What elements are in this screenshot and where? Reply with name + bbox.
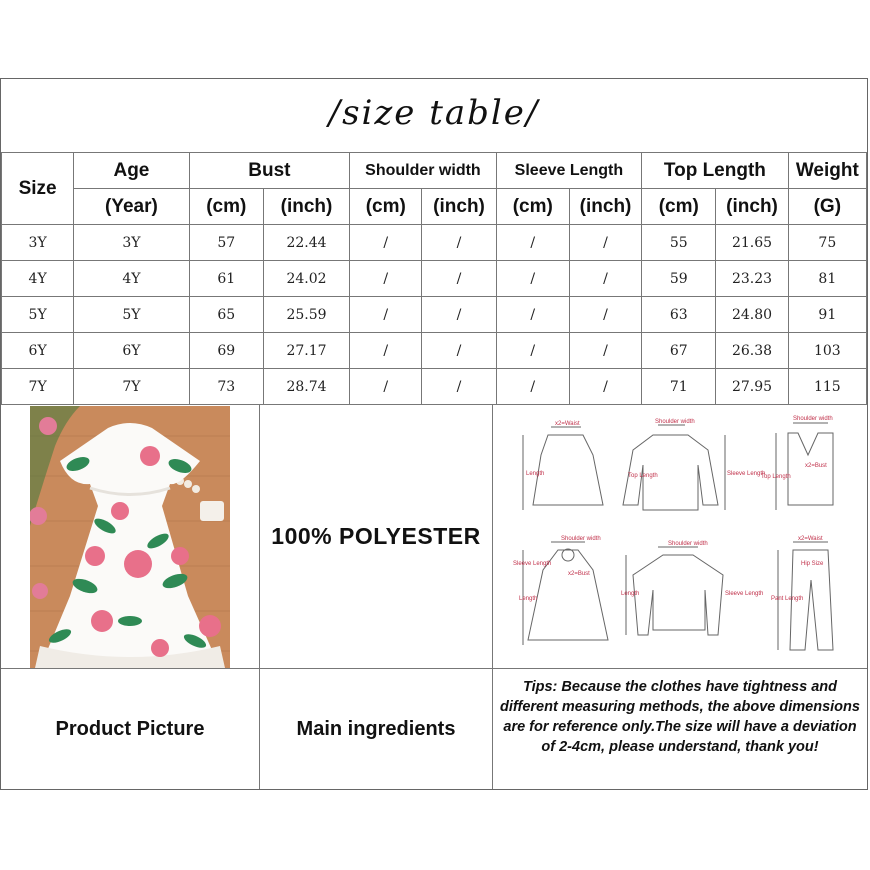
dress-shoulder-label: Shoulder width — [561, 536, 601, 542]
cell-sl-cm: / — [496, 333, 569, 369]
title-row — [1, 79, 867, 153]
cell-bust-cm: 73 — [189, 369, 263, 405]
header-row-1 — [2, 153, 867, 189]
cell-tl-in: 23.23 — [716, 261, 788, 297]
cell-bust-cm: 69 — [189, 333, 263, 369]
cell-bust-in: 25.59 — [263, 297, 349, 333]
product-picture-label: Product Picture — [55, 717, 205, 740]
table-row — [2, 369, 867, 405]
cell-sl-in: / — [569, 225, 641, 261]
weight-header: Weight — [788, 153, 866, 189]
main-ingredients-label: Main ingredients — [296, 717, 456, 740]
cell-weight: 81 — [788, 261, 866, 297]
jacket-shoulder-label: Shoulder width — [655, 419, 695, 425]
top-length-label: Length — [621, 591, 640, 597]
measurement-diagram-cell — [493, 405, 867, 669]
table-row — [2, 333, 867, 369]
cell-bust-in: 24.02 — [263, 261, 349, 297]
bust-header: Bust — [189, 153, 350, 189]
camisole-sketch — [788, 433, 833, 505]
cell-sl-cm: / — [496, 297, 569, 333]
cell-sh-cm: / — [350, 333, 422, 369]
dress-bust-label: x2=Bust — [568, 571, 590, 577]
pants-length-label: Pant Length — [771, 596, 804, 602]
shoulder-cm-unit: (cm) — [350, 189, 422, 225]
header-row-2 — [2, 189, 867, 225]
cell-bust-in: 27.17 — [263, 333, 349, 369]
cell-age: 3Y — [74, 225, 189, 261]
cell-sh-cm: / — [350, 369, 422, 405]
cell-tl-cm: 63 — [642, 297, 716, 333]
cell-tl-in: 21.65 — [716, 225, 788, 261]
top-sleeve-label: Sleeve Length — [725, 591, 764, 597]
cell-age: 5Y — [74, 297, 189, 333]
cell-sh-cm: / — [350, 225, 422, 261]
skirt-sketch — [533, 435, 603, 505]
cell-size: 6Y — [2, 333, 74, 369]
cell-sl-cm: / — [496, 225, 569, 261]
long-sleeve-top-sketch — [633, 555, 723, 635]
bust-inch-unit: (inch) — [263, 189, 349, 225]
cell-sl-in: / — [569, 261, 641, 297]
skirt-length-label: Length — [526, 471, 545, 477]
cell-sh-in: / — [422, 369, 496, 405]
waist-label: x2=Waist — [555, 421, 580, 427]
dress-sleeve-label: Sleeve Length — [513, 561, 552, 567]
product-picture-label-cell — [1, 669, 260, 789]
tips-text: Tips: Because the clothes have tightness and different measuring methods, the above dimensions are for reference only.The size will have a deviation of 2-4cm, please understand, thank you! — [500, 679, 860, 755]
cell-sh-in: / — [422, 297, 496, 333]
cell-tl-in: 24.80 — [716, 297, 788, 333]
sleeve-length-header: Sleeve Length — [496, 153, 641, 189]
jacket-top-length-label: Top Length — [628, 473, 658, 479]
shoulder-inch-unit: (inch) — [422, 189, 496, 225]
cell-tl-cm: 67 — [642, 333, 716, 369]
tips-cell — [493, 669, 867, 789]
table-row — [2, 225, 867, 261]
top-shoulder-label: Shoulder width — [668, 541, 708, 547]
camisole-top-length-label: Top Length — [761, 474, 791, 480]
cell-size: 7Y — [2, 369, 74, 405]
cell-sh-cm: / — [350, 261, 422, 297]
age-unit: (Year) — [74, 189, 189, 225]
cell-sl-cm: / — [496, 369, 569, 405]
cell-weight: 115 — [788, 369, 866, 405]
sleeve-inch-unit: (inch) — [569, 189, 641, 225]
dress-length-label: Length — [519, 596, 538, 602]
measurement-diagram — [493, 405, 867, 667]
age-header: Age — [74, 153, 189, 189]
cell-tl-in: 27.95 — [716, 369, 788, 405]
cell-age: 6Y — [74, 333, 189, 369]
cell-tl-cm: 55 — [642, 225, 716, 261]
top-length-cm-unit: (cm) — [642, 189, 716, 225]
camisole-shoulder-label: Shoulder width — [793, 416, 833, 422]
cell-bust-in: 22.44 — [263, 225, 349, 261]
cell-age: 4Y — [74, 261, 189, 297]
table-row — [2, 261, 867, 297]
cell-sl-in: / — [569, 333, 641, 369]
pants-waist-label: x2=Waist — [798, 536, 823, 542]
size-header: Size — [2, 153, 74, 225]
size-table-title: /size table/ — [328, 93, 540, 133]
cell-bust-cm: 57 — [189, 225, 263, 261]
cell-weight: 103 — [788, 333, 866, 369]
cell-weight: 91 — [788, 297, 866, 333]
material-cell — [260, 405, 493, 669]
cell-weight: 75 — [788, 225, 866, 261]
bottom-section — [1, 405, 867, 789]
weight-unit: (G) — [788, 189, 866, 225]
size-table — [1, 152, 867, 405]
cell-size: 3Y — [2, 225, 74, 261]
jacket-sleeve-label: Sleeve Length — [727, 471, 766, 477]
cell-size: 4Y — [2, 261, 74, 297]
cell-bust-cm: 61 — [189, 261, 263, 297]
cell-sh-in: / — [422, 261, 496, 297]
cell-sh-in: / — [422, 225, 496, 261]
cell-age: 7Y — [74, 369, 189, 405]
cell-size: 5Y — [2, 297, 74, 333]
cell-sl-cm: / — [496, 261, 569, 297]
product-photo-dress — [30, 406, 230, 668]
camisole-bust-label: x2=Bust — [805, 463, 827, 469]
cell-bust-in: 28.74 — [263, 369, 349, 405]
cell-sh-cm: / — [350, 297, 422, 333]
main-ingredients-label-cell — [260, 669, 493, 789]
size-chart — [0, 78, 868, 790]
shoulder-width-header: Shoulder width — [350, 153, 497, 189]
pants-hip-label: Hip Size — [801, 561, 824, 567]
cell-sh-in: / — [422, 333, 496, 369]
cell-tl-cm: 71 — [642, 369, 716, 405]
material-text: 100% POLYESTER — [271, 523, 481, 549]
cell-tl-cm: 59 — [642, 261, 716, 297]
sleeve-cm-unit: (cm) — [496, 189, 569, 225]
table-row — [2, 297, 867, 333]
top-length-header: Top Length — [642, 153, 789, 189]
cell-sl-in: / — [569, 297, 641, 333]
product-picture-cell — [1, 405, 260, 669]
cell-sl-in: / — [569, 369, 641, 405]
cell-tl-in: 26.38 — [716, 333, 788, 369]
bust-cm-unit: (cm) — [189, 189, 263, 225]
top-length-inch-unit: (inch) — [716, 189, 788, 225]
cell-bust-cm: 65 — [189, 297, 263, 333]
